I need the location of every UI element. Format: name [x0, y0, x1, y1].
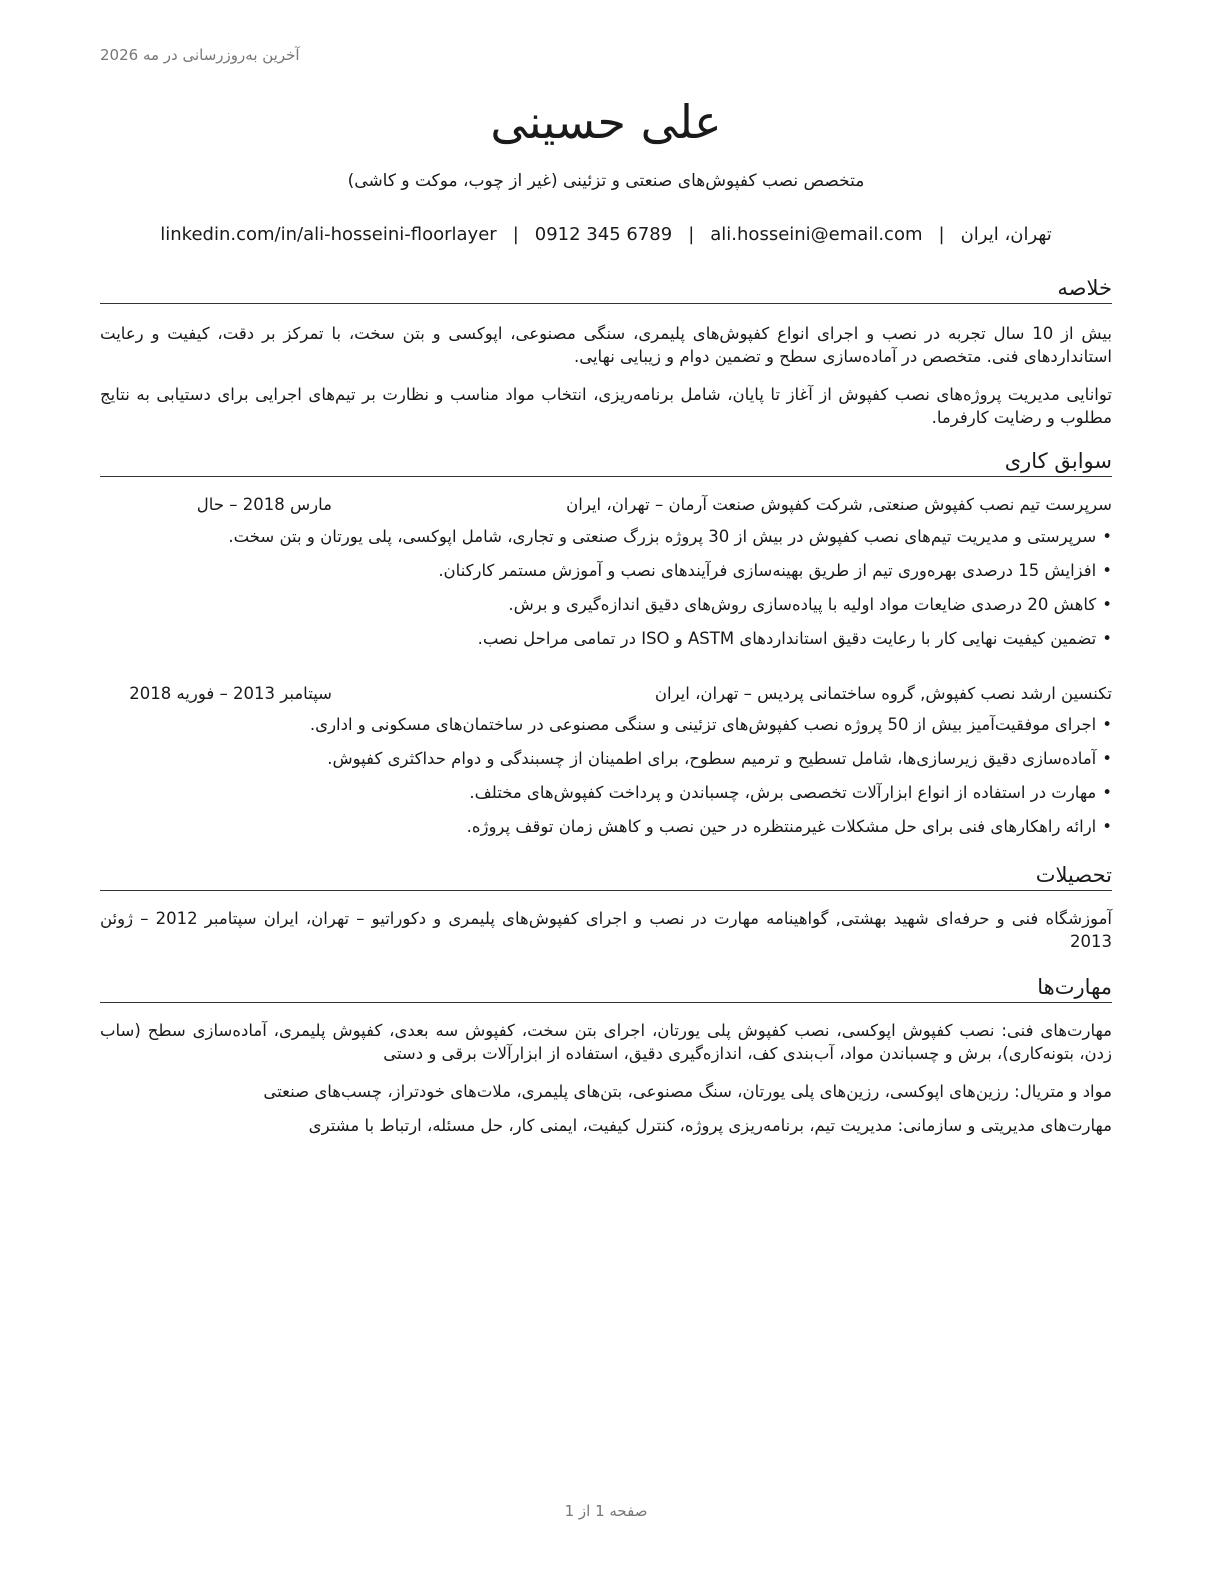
skills-line: مهارت‌های مدیریتی و سازمانی: مدیریت تیم، برنامه‌ریزی پروژه، کنترل کیفیت، ایمنی کار، حل مسئله، ارتباط با مشتری: [308, 1116, 1112, 1135]
resume-page: [100, 0, 1112, 1584]
job-header: [100, 493, 1112, 517]
contact-separator: |: [938, 224, 945, 245]
list-item: • افزایش 15 درصدی بهره‌وری تیم از طریق بهینه‌سازی فرآیندهای نصب و آموزش مستمر کارکنان.: [100, 559, 1112, 593]
contact-line: [100, 224, 1112, 245]
job-bullets: [100, 525, 1112, 661]
list-item: • آماده‌سازی دقیق زیرسازی‌ها، شامل تسطیح و ترمیم سطوح، برای اطمینان از چسبندگی و دوام حداکثری کفپوش.: [100, 747, 1112, 781]
job-location: – تهران، ایران: [654, 684, 758, 703]
job-dates: سپتامبر 2013 – فوریه 2018: [129, 684, 332, 703]
education-text: آموزشگاه فنی و حرفه‌ای شهید بهشتی, گواهینامه مهارت در نصب و اجرای کفپوش‌های پلیمری و دکوراتیو – تهران، ایران: [263, 909, 1112, 928]
job-location: – تهران، ایران: [566, 495, 669, 514]
job-dates: مارس 2018 – حال: [196, 495, 332, 514]
summary-paragraph: بیش از 10 سال تجربه در نصب و اجرای انواع کفپوش‌های پلیمری، سنگی مصنوعی، اپوکسی و بتن سخت، با تمرکز بر دقت، کیفیت و رعایت استانداردهای فنی. متخصص در آماده‌سازی سطح و تضمین دوام و زیبایی نهایی.: [100, 324, 1113, 366]
job-bullets: [100, 713, 1112, 849]
education-dates: سپتامبر 2012 – ژوئن 2013: [100, 909, 1112, 951]
last-updated: آخرین به‌روزرسانی در مه 2026: [100, 46, 300, 64]
candidate-name: علی حسینی: [490, 95, 722, 149]
list-item: • سرپرستی و مدیریت تیم‌های نصب کفپوش در بیش از 30 پروژه بزرگ صنعتی و تجاری، شامل اپوکسی، پلی یورتان و بتن سخت.: [100, 525, 1112, 559]
section-title-skills: مهارت‌ها: [100, 974, 1112, 1003]
summary-paragraph: توانایی مدیریت پروژه‌های نصب کفپوش از آغاز تا پایان، شامل برنامه‌ریزی، انتخاب مواد مناسب و نظارت بر تیم‌های اجرایی برای دستیابی به نتایج مطلوب و رضایت کارفرما.: [100, 385, 1112, 427]
page-number: صفحه 1 از 1: [564, 1502, 648, 1520]
list-item: • کاهش 20 درصدی ضایعات مواد اولیه با پیاده‌سازی روش‌های دقیق اندازه‌گیری و برش.: [100, 593, 1112, 627]
section-title-experience: سوابق کاری: [100, 448, 1112, 477]
skills-line: مهارت‌های فنی: نصب کفپوش اپوکسی، نصب کفپوش پلی یورتان، اجرای بتن سخت، کفپوش سه بعدی، کفپوش پلیمری، آماده‌سازی سطح (ساب زدن، بتونه‌کاری)، برش و چسباندن مواد، آب‌بندی کف، اندازه‌گیری دقیق، استفاده از ابزارآلات برقی و دستی: [100, 1021, 1112, 1063]
job-title: تکنسین ارشد نصب کفپوش, گروه ساختمانی پردیس – تهران، ایران: [654, 684, 1112, 703]
job-header: [100, 682, 1112, 706]
list-item: • اجرای موفقیت‌آمیز بیش از 50 پروژه نصب کفپوش‌های تزئینی و سنگی مصنوعی در ساختمان‌های مسکونی و اداری.: [100, 713, 1112, 747]
contact-email[interactable]: ali.hosseini@email.com: [710, 224, 923, 245]
list-item: • ارائه راهکارهای فنی برای حل مشکلات غیرمنتظره در حین نصب و کاهش زمان توقف پروژه.: [100, 815, 1112, 849]
list-item: • تضمین کیفیت نهایی کار با رعایت دقیق استانداردهای ASTM و ISO در تمامی مراحل نصب.: [100, 627, 1112, 661]
contact-separator: |: [512, 224, 519, 245]
contact-location: تهران، ایران: [960, 224, 1052, 245]
contact-linkedin[interactable]: linkedin.com/in/ali-hosseini-floorlayer: [160, 224, 497, 245]
skills-line: مواد و متریال: رزین‌های اپوکسی، رزین‌های پلی یورتان، سنگ مصنوعی، بتن‌های پلیمری، ملات‌های خودتراز، چسب‌های صنعتی: [263, 1082, 1112, 1101]
contact-separator: |: [688, 224, 695, 245]
list-item: • مهارت در استفاده از انواع ابزارآلات تخصصی برش، چسباندن و پرداخت کفپوش‌های مختلف.: [100, 781, 1112, 815]
education-entry: [100, 907, 1112, 953]
contact-phone[interactable]: 0912 345 6789: [534, 224, 673, 245]
section-title-summary: خلاصه: [100, 275, 1112, 304]
section-title-education: تحصیلات: [100, 862, 1112, 891]
candidate-headline: متخصص نصب کفپوش‌های صنعتی و تزئینی (غیر از چوب، موکت و کاشی): [347, 171, 865, 191]
job-title: سرپرست تیم نصب کفپوش صنعتی, شرکت کفپوش صنعت آرمان – تهران، ایران: [566, 495, 1112, 514]
